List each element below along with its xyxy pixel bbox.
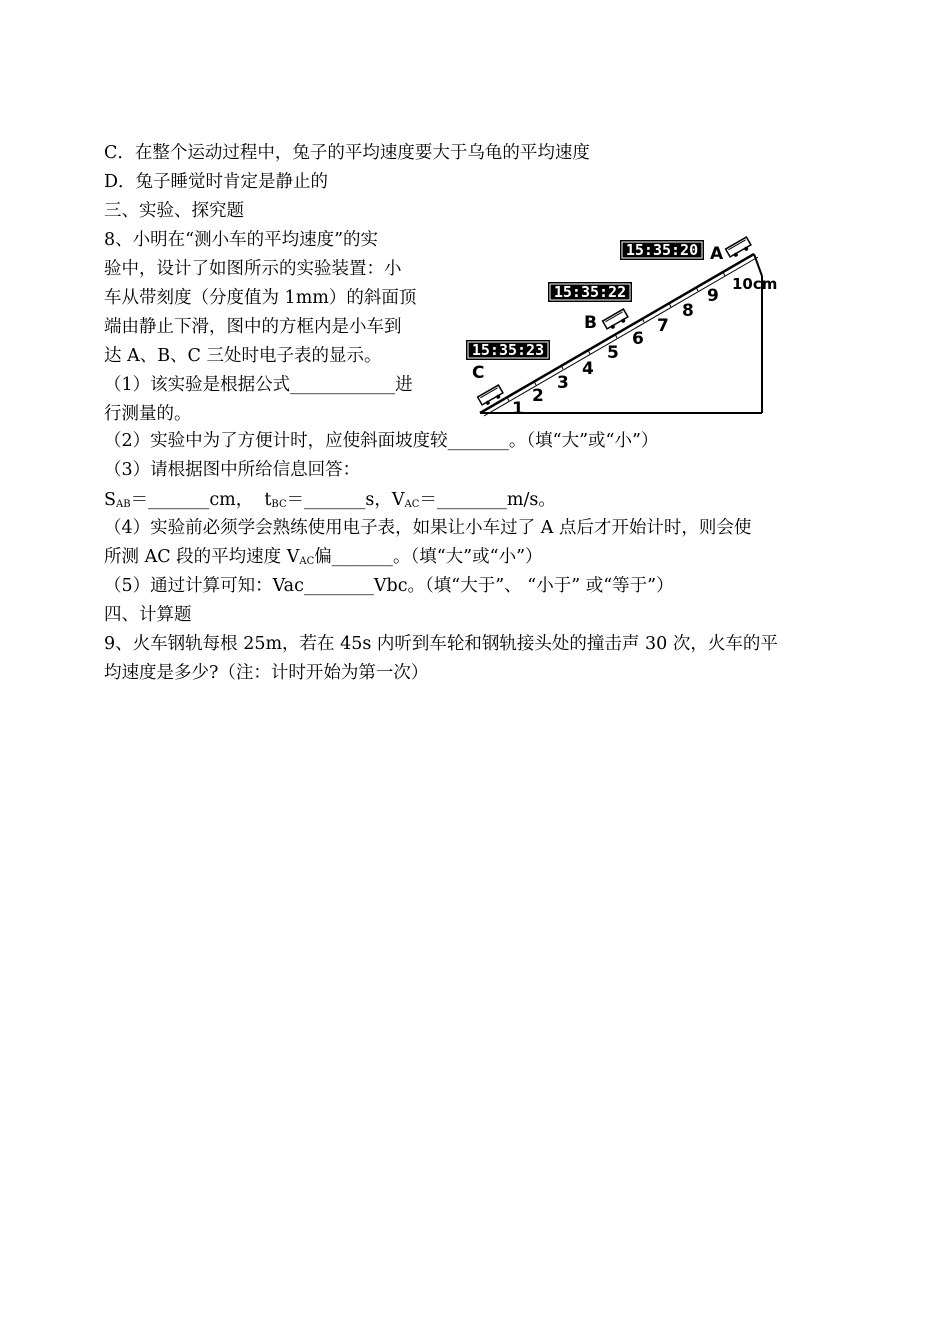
tick-label: 3 — [557, 373, 569, 393]
section-4-title: 四、计算题 — [104, 605, 192, 625]
point-a-label: A — [710, 244, 724, 264]
tick-label: 5 — [607, 343, 619, 363]
timer-c-value: 15:35:23 — [471, 341, 545, 359]
t-symbol: t — [264, 490, 272, 510]
s-blank: ＝_______cm， — [130, 490, 254, 510]
timer-c — [466, 340, 550, 360]
tick-label: 2 — [532, 386, 544, 406]
option-d: D．兔子睡觉时肯定是静止的 — [104, 172, 329, 192]
q9-line1: 9、火车钢轨每根 25m，若在 45s 内听到车轮和钢轨接头处的撞击声 30 次，火车的平 — [104, 634, 778, 654]
s-symbol: S — [104, 490, 116, 510]
tick-label: 8 — [682, 301, 694, 321]
v-symbol: V — [391, 490, 405, 510]
q8-line: 达 A、B、C 三处时电子表的显示。 — [104, 346, 382, 366]
q8-line: （1）该实验是根据公式____________进 — [104, 375, 413, 395]
timer-b-value: 15:35:22 — [553, 283, 627, 301]
q8-line: 行测量的。 — [104, 404, 192, 424]
tick-label: 1 — [512, 399, 524, 419]
q8-line: 车从带刻度（分度值为 1mm）的斜面顶 — [104, 288, 417, 308]
p4-prefix: 所测 AC 段的平均速度 V — [104, 547, 300, 567]
option-c: C．在整个运动过程中，兔子的平均速度要大于乌龟的平均速度 — [104, 143, 590, 163]
car-at-c-icon — [478, 385, 505, 407]
unit-label: 10cm — [732, 275, 778, 293]
slope-line — [480, 254, 754, 413]
timer-a-value: 15:35:20 — [625, 241, 699, 259]
tick-label: 4 — [582, 359, 594, 379]
v-blank: ＝________m/s。 — [419, 490, 556, 510]
q8-part-4-line1: （4）实验前必须学会熟练使用电子表，如果让小车过了 A 点后才开始计时，则会使 — [104, 518, 752, 538]
timer-b — [548, 282, 632, 302]
section-3-title: 三、实验、探究题 — [104, 201, 244, 221]
incline-figure — [462, 236, 782, 421]
q8-part-2: （2）实验中为了方便计时，应使斜面坡度较_______。（填“大”或“小”） — [104, 431, 659, 451]
s-subscript: AB — [116, 499, 131, 510]
q9-line2: 均速度是多少?（注：计时开始为第一次） — [104, 663, 429, 683]
t-blank: ＝_______s， — [286, 490, 392, 510]
point-c-label: C — [472, 363, 485, 383]
v-subscript: AC — [404, 499, 420, 510]
slope-edge — [484, 257, 758, 416]
question-8-intro — [104, 226, 449, 429]
tick-label: 7 — [657, 316, 669, 336]
p4-suffix: 偏_______。（填“大”或“小”） — [314, 547, 543, 567]
q8-part-4-line2 — [104, 546, 543, 573]
q8-part-3: （3）请根据图中所给信息回答： — [104, 460, 361, 480]
q8-line: 端由静止下滑，图中的方框内是小车到 — [104, 317, 402, 337]
point-b-label: B — [584, 313, 597, 333]
q8-line: 验中，设计了如图所示的实验装置：小 — [104, 259, 402, 279]
q8-part-5: （5）通过计算可知：Vac________Vbc。（填“大于”、 “小于” 或“等于”） — [104, 576, 674, 596]
t-subscript: BC — [271, 499, 287, 510]
q8-part-3-answers — [104, 489, 556, 516]
p4-subscript: AC — [299, 556, 315, 567]
tick-label: 6 — [632, 329, 644, 349]
q8-line: 8、小明在“测小车的平均速度”的实 — [104, 230, 379, 250]
timer-a — [620, 240, 704, 260]
tick-label: 9 — [707, 286, 719, 306]
